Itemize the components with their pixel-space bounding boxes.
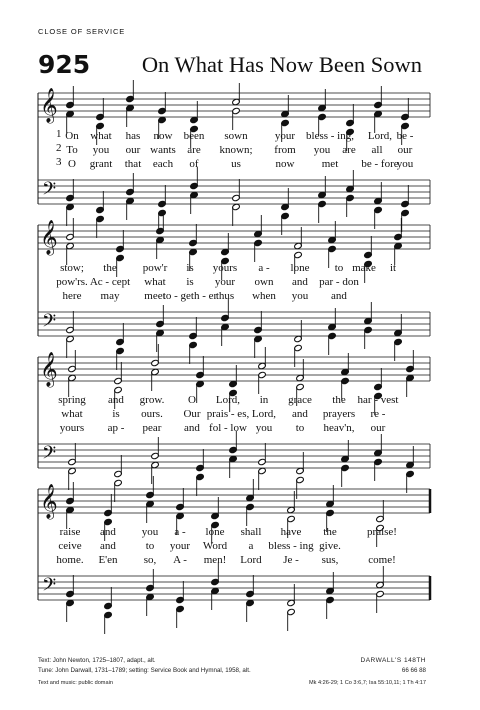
scripture-references: Mk 4:26-29; 1 Co 3:6,7; Isa 55:10,11; 1 Th 4:17: [308, 680, 426, 686]
hymn-title: On What Has Now Been Sown: [141, 52, 422, 77]
lyric-syllable: sus,: [321, 554, 339, 566]
lyric-syllable: heav'n,: [323, 422, 355, 434]
lyric-syllable: thus: [215, 290, 235, 302]
lyric-syllable: you: [396, 158, 414, 170]
lyric-syllable: your: [274, 130, 296, 142]
lyric-syllable: been: [183, 130, 205, 142]
lyric-syllable: fol - low: [209, 422, 247, 434]
tune-name: DARWALL'S 148TH: [360, 657, 426, 664]
lyric-syllable: what: [90, 130, 112, 142]
lyric-syllable: a -: [174, 526, 186, 538]
section-heading: CLOSE OF SERVICE: [38, 27, 126, 36]
text-credit: Text: John Newton, 1725–1807, adapt., alt.: [38, 657, 156, 664]
tune-credit: Tune: John Darwall, 1731–1789; setting: Service Book and Hymnal, 1958, alt.: [38, 667, 251, 674]
bass-clef: 𝄢: [42, 311, 57, 336]
lyric-syllable: and: [331, 290, 347, 302]
lyric-syllable: that: [124, 158, 142, 170]
verse-number-1: 1: [56, 128, 62, 140]
lyric-syllable: in: [259, 394, 269, 406]
lyric-syllable: your: [214, 276, 236, 288]
lyric-syllable: you: [291, 290, 309, 302]
lyric-syllable: a: [248, 540, 254, 552]
treble-clef: 𝄞: [40, 484, 58, 519]
lyric-syllable: and: [108, 394, 124, 406]
lyric-syllable: and: [100, 526, 116, 538]
lyric-syllable: here: [62, 290, 82, 302]
lyric-syllable: are: [187, 144, 201, 156]
lyric-syllable: meet: [144, 290, 166, 302]
lyric-syllable: it: [389, 262, 397, 274]
lyric-syllable: our: [397, 144, 413, 156]
music-system-1: [0, 85, 480, 225]
lyric-syllable: from: [274, 144, 296, 156]
lyric-syllable: may: [100, 290, 120, 302]
lyric-syllable: spring: [58, 394, 86, 406]
rights-notice: Text and music: public domain: [38, 680, 113, 686]
lyric-syllable: yours: [212, 262, 238, 274]
lyric-syllable: what: [61, 408, 83, 420]
lyric-syllable: so,: [143, 554, 157, 566]
hymn-number: 925: [38, 50, 91, 79]
lyric-syllable: prais - es,: [206, 408, 250, 420]
lyric-syllable: Lord,: [367, 130, 393, 142]
lyric-syllable: men!: [203, 554, 227, 566]
music-system-4: [0, 481, 480, 621]
lyric-syllable: bless - ing,: [306, 130, 354, 142]
lyric-syllable: each: [152, 158, 174, 170]
lyric-syllable: pow'rs.: [56, 276, 88, 288]
lyric-syllable: now: [275, 158, 295, 170]
lyric-syllable: is: [112, 408, 120, 420]
lyric-syllable: all: [371, 144, 383, 156]
lyric-syllable: be -: [396, 130, 414, 142]
bass-clef: 𝄢: [42, 575, 57, 600]
lyric-syllable: par - don: [319, 276, 359, 288]
lyric-syllable: give.: [319, 540, 341, 552]
lyric-syllable: grace: [288, 394, 312, 406]
treble-clef: 𝄞: [40, 88, 58, 123]
lyric-syllable: our: [370, 422, 386, 434]
lyric-syllable: you: [141, 526, 159, 538]
lyric-syllable: Word: [202, 540, 228, 552]
lyric-syllable: ceive: [58, 540, 82, 552]
lyric-syllable: to: [145, 540, 155, 552]
lyric-syllable: and: [184, 422, 200, 434]
lyric-syllable: our: [125, 144, 141, 156]
lyric-syllable: you: [255, 422, 273, 434]
lyric-syllable: and: [100, 540, 116, 552]
lyric-syllable: have: [280, 526, 302, 538]
lyric-syllable: now: [153, 130, 173, 142]
verse-number-3: 3: [56, 156, 62, 168]
lyric-syllable: To: [66, 144, 78, 156]
lyric-syllable: Ac - cept: [89, 276, 131, 288]
bass-clef: 𝄢: [42, 179, 57, 204]
bass-clef: 𝄢: [42, 443, 57, 468]
lyric-syllable: shall: [240, 526, 262, 538]
lyric-syllable: has: [125, 130, 141, 142]
lyric-syllable: is: [186, 276, 194, 288]
lyric-syllable: ours.: [141, 408, 163, 420]
lyric-syllable: Je -: [283, 554, 299, 566]
lyric-syllable: Lord,: [251, 408, 277, 420]
lyric-syllable: to - geth - er: [162, 290, 218, 302]
lyric-syllable: stow;: [60, 262, 84, 274]
lyric-syllable: and: [292, 408, 308, 420]
lyric-syllable: sown: [224, 130, 248, 142]
lyric-syllable: you: [92, 144, 110, 156]
lyric-syllable: O: [188, 394, 196, 406]
lyric-syllable: grant: [89, 158, 113, 170]
verse-number-2: 2: [56, 142, 62, 154]
lyric-syllable: of: [189, 158, 199, 170]
lyric-syllable: come!: [368, 554, 396, 566]
lyric-syllable: Lord,: [215, 394, 241, 406]
lyric-syllable: be - fore: [361, 158, 399, 170]
lyric-syllable: ap -: [107, 422, 125, 434]
lyric-syllable: own: [254, 276, 274, 288]
lyric-syllable: Lord: [240, 554, 262, 566]
lyric-syllable: lone: [290, 262, 310, 274]
lyric-syllable: when: [252, 290, 276, 302]
lyric-syllable: known;: [219, 144, 253, 156]
music-system-3: [0, 349, 480, 489]
lyric-syllable: pear: [142, 422, 162, 434]
lyric-syllable: grow.: [139, 394, 165, 406]
lyric-syllable: raise: [59, 526, 81, 538]
meter: 66 66 88: [401, 667, 426, 674]
lyric-syllable: re -: [370, 408, 386, 420]
treble-clef: 𝄞: [40, 352, 58, 387]
lyric-syllable: the: [323, 526, 337, 538]
lyric-syllable: what: [144, 276, 166, 288]
lyric-syllable: yours: [59, 422, 85, 434]
lyric-syllable: your: [169, 540, 191, 552]
lyric-syllable: prayers: [322, 408, 356, 420]
lyric-syllable: you: [313, 144, 331, 156]
lyric-syllable: bless - ing: [268, 540, 314, 552]
lyric-syllable: the: [103, 262, 117, 274]
lyric-syllable: to: [295, 422, 305, 434]
lyric-syllable: lone: [205, 526, 225, 538]
lyric-syllable: a -: [258, 262, 270, 274]
lyric-syllable: On: [65, 130, 79, 142]
lyric-syllable: har - vest: [357, 394, 399, 406]
lyric-syllable: to: [334, 262, 344, 274]
lyric-syllable: make: [352, 262, 376, 274]
lyric-syllable: and: [292, 276, 308, 288]
lyric-syllable: wants: [150, 144, 176, 156]
lyric-syllable: praise!: [367, 526, 397, 538]
lyric-syllable: are: [342, 144, 356, 156]
lyric-syllable: is: [186, 262, 194, 274]
lyric-syllable: Our: [183, 408, 201, 420]
lyric-syllable: A -: [173, 554, 187, 566]
lyric-syllable: the: [332, 394, 346, 406]
lyric-syllable: pow'r: [142, 262, 168, 274]
lyric-syllable: us: [231, 158, 241, 170]
lyric-syllable: E'en: [98, 554, 118, 566]
treble-clef: 𝄞: [40, 220, 58, 255]
lyric-syllable: met: [321, 158, 339, 170]
music-system-2: [0, 217, 480, 357]
lyric-syllable: O: [68, 158, 76, 170]
lyric-syllable: home.: [56, 554, 84, 566]
